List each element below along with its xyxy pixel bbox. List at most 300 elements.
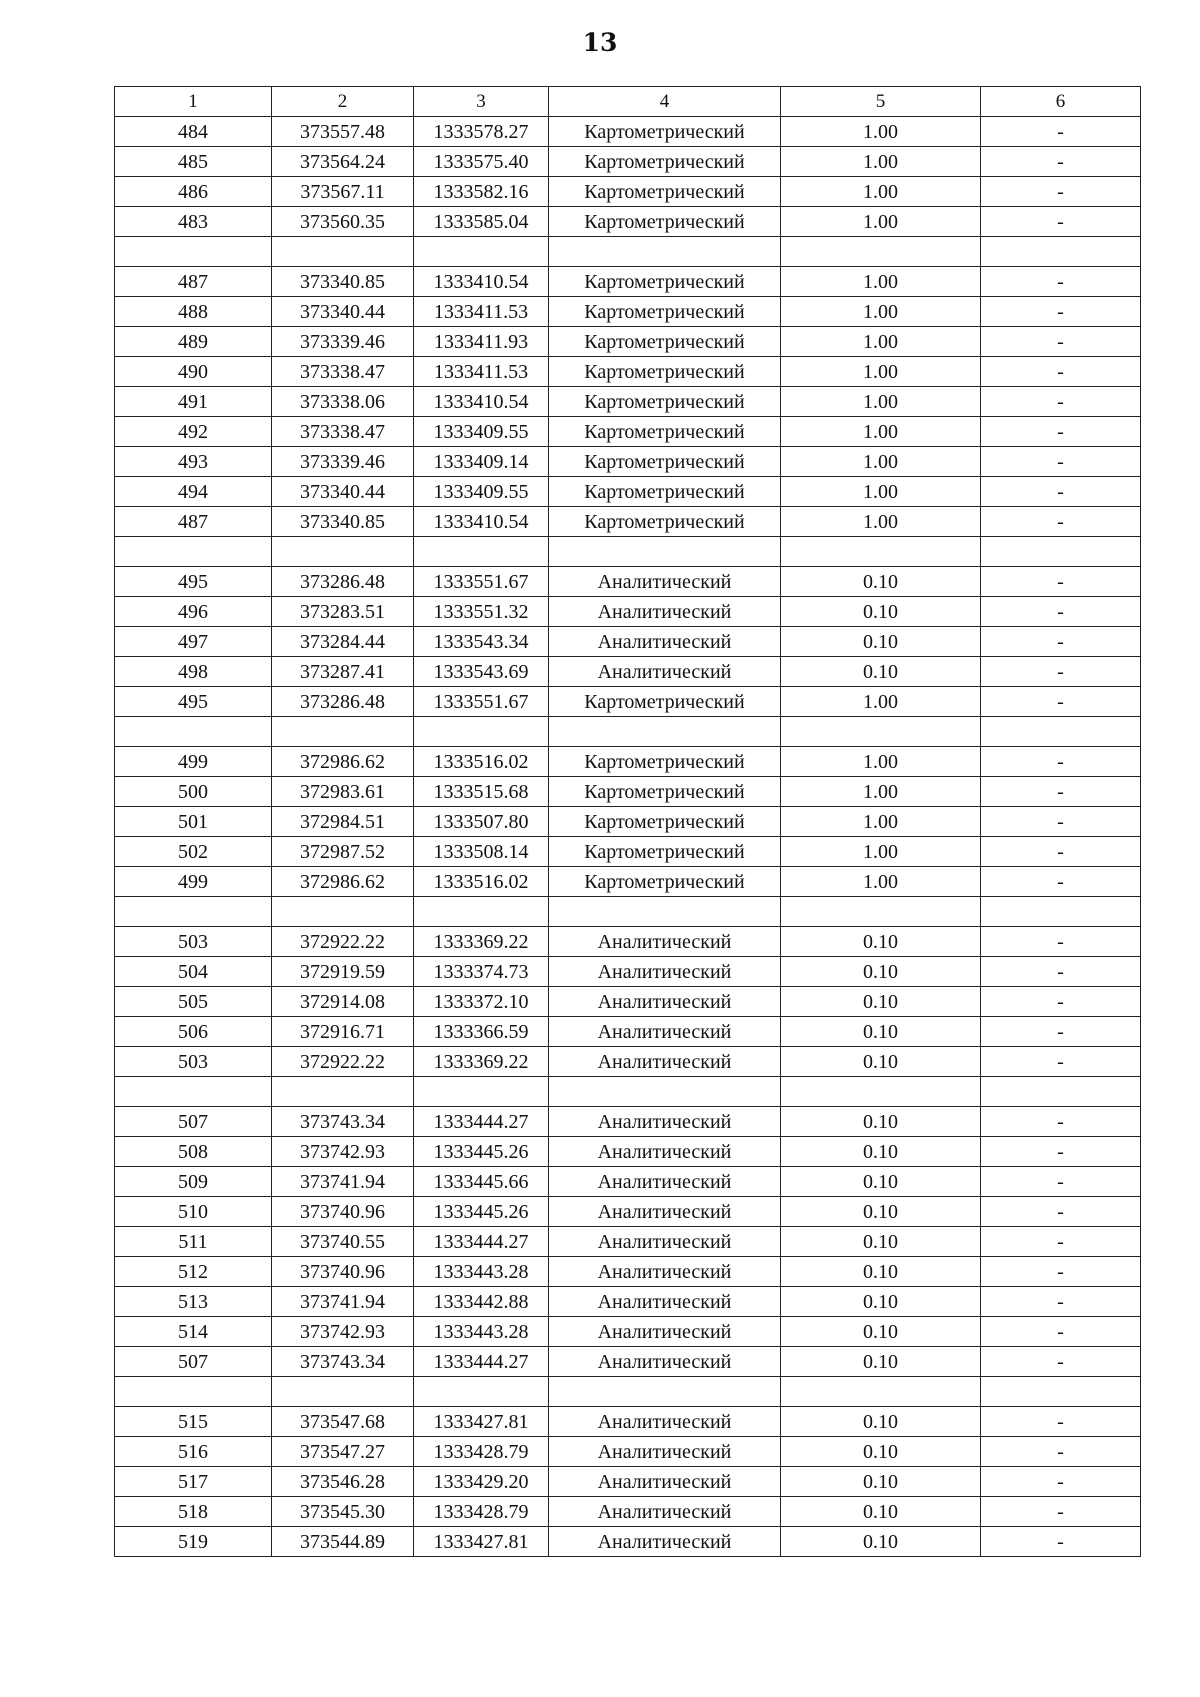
table-cell [115, 1377, 272, 1407]
table-cell: 373742.93 [272, 1137, 414, 1167]
table-cell: 1.00 [781, 267, 981, 297]
table-cell: 512 [115, 1257, 272, 1287]
table-cell: - [981, 567, 1141, 597]
table-cell: 0.10 [781, 1317, 981, 1347]
table-cell: - [981, 1107, 1141, 1137]
table-cell: - [981, 597, 1141, 627]
table-row [115, 117, 1141, 147]
table-cell: 494 [115, 477, 272, 507]
table-cell: - [981, 387, 1141, 417]
table-cell: 373547.68 [272, 1407, 414, 1437]
table-cell: Картометрический [549, 747, 781, 777]
table-cell [981, 717, 1141, 747]
table-cell: - [981, 1287, 1141, 1317]
table-cell: 1333369.22 [414, 927, 549, 957]
table-cell: 507 [115, 1347, 272, 1377]
table-row [115, 1317, 1141, 1347]
table-row [115, 777, 1141, 807]
table-cell: 1333409.55 [414, 417, 549, 447]
table-cell [981, 1377, 1141, 1407]
table-cell: 0.10 [781, 957, 981, 987]
table-cell: - [981, 957, 1141, 987]
table-cell [272, 897, 414, 927]
table-cell: 373545.30 [272, 1497, 414, 1527]
table-cell: 373339.46 [272, 327, 414, 357]
table-cell: 516 [115, 1437, 272, 1467]
table-row [115, 357, 1141, 387]
table-cell: - [981, 1257, 1141, 1287]
table-cell [414, 537, 549, 567]
table-cell: 0.10 [781, 1017, 981, 1047]
table-cell: 491 [115, 387, 272, 417]
table-cell: 373740.55 [272, 1227, 414, 1257]
table-cell: 1333575.40 [414, 147, 549, 177]
table-cell: - [981, 867, 1141, 897]
table-cell: 1333372.10 [414, 987, 549, 1017]
table-cell: 1.00 [781, 507, 981, 537]
table-cell: 373544.89 [272, 1527, 414, 1557]
table-cell: 484 [115, 117, 272, 147]
table-row [115, 387, 1141, 417]
table-cell: 1333508.14 [414, 837, 549, 867]
column-header: 2 [272, 87, 414, 117]
table-cell: 1333410.54 [414, 267, 549, 297]
table-cell: Аналитический [549, 957, 781, 987]
table-cell: Картометрический [549, 177, 781, 207]
table-cell: 495 [115, 567, 272, 597]
table-cell: 1333444.27 [414, 1227, 549, 1257]
table-cell: 0.10 [781, 1257, 981, 1287]
table-cell [414, 717, 549, 747]
table-cell: 372922.22 [272, 1047, 414, 1077]
column-header: 5 [781, 87, 981, 117]
table-cell: - [981, 1437, 1141, 1467]
table-cell: 373338.06 [272, 387, 414, 417]
table-cell: Картометрический [549, 477, 781, 507]
table-row [115, 747, 1141, 777]
table-cell: 373338.47 [272, 417, 414, 447]
table-cell: 503 [115, 1047, 272, 1077]
table-cell: - [981, 927, 1141, 957]
table-cell: 1333409.55 [414, 477, 549, 507]
table-cell: - [981, 1467, 1141, 1497]
table-cell: 1333411.93 [414, 327, 549, 357]
table-body [115, 117, 1141, 1557]
table-cell: - [981, 627, 1141, 657]
table-cell: 487 [115, 267, 272, 297]
table-cell: 1.00 [781, 747, 981, 777]
table-cell: 509 [115, 1167, 272, 1197]
table-cell: Картометрический [549, 687, 781, 717]
table-cell: 1.00 [781, 867, 981, 897]
table-cell: 498 [115, 657, 272, 687]
table-cell: 1.00 [781, 807, 981, 837]
table-row [115, 837, 1141, 867]
table-cell: 372916.71 [272, 1017, 414, 1047]
table-cell: 373338.47 [272, 357, 414, 387]
table-cell: 502 [115, 837, 272, 867]
table-header [115, 87, 1141, 117]
table-row [115, 267, 1141, 297]
table-cell: - [981, 207, 1141, 237]
table-cell: 0.10 [781, 657, 981, 687]
table-row [115, 867, 1141, 897]
table-row [115, 897, 1141, 927]
table-cell: 0.10 [781, 567, 981, 597]
table-cell: - [981, 777, 1141, 807]
table-cell: - [981, 657, 1141, 687]
table-cell: Картометрический [549, 447, 781, 477]
table-cell: 500 [115, 777, 272, 807]
table-row [115, 507, 1141, 537]
table-cell: - [981, 147, 1141, 177]
table-cell: 510 [115, 1197, 272, 1227]
table-cell [549, 237, 781, 267]
table-cell: 508 [115, 1137, 272, 1167]
table-cell: 0.10 [781, 1287, 981, 1317]
table-cell: 501 [115, 807, 272, 837]
table-cell: Аналитический [549, 1137, 781, 1167]
table-cell: 1333515.68 [414, 777, 549, 807]
table-cell: Картометрический [549, 417, 781, 447]
table-cell: 1333516.02 [414, 867, 549, 897]
table-row [115, 1467, 1141, 1497]
table-cell [981, 537, 1141, 567]
table-cell: - [981, 507, 1141, 537]
table-cell: 1.00 [781, 357, 981, 387]
table-cell: 372922.22 [272, 927, 414, 957]
table-cell: - [981, 807, 1141, 837]
table-cell: 1333516.02 [414, 747, 549, 777]
table-cell: 1333445.66 [414, 1167, 549, 1197]
table-cell: Аналитический [549, 1287, 781, 1317]
table-cell: 372984.51 [272, 807, 414, 837]
table-cell: 0.10 [781, 1497, 981, 1527]
table-row [115, 957, 1141, 987]
table-cell: 1333442.88 [414, 1287, 549, 1317]
table-cell: 1333444.27 [414, 1107, 549, 1137]
table-row [115, 237, 1141, 267]
table-cell [115, 897, 272, 927]
table-cell: 0.10 [781, 987, 981, 1017]
table-cell: 1333411.53 [414, 357, 549, 387]
table-row [115, 447, 1141, 477]
table-cell: 0.10 [781, 1467, 981, 1497]
table-cell: 489 [115, 327, 272, 357]
table-cell: 1.00 [781, 777, 981, 807]
table-cell: 373287.41 [272, 657, 414, 687]
table-cell: 373340.85 [272, 267, 414, 297]
table-cell: Аналитический [549, 987, 781, 1017]
table-cell: - [981, 747, 1141, 777]
table-cell [115, 237, 272, 267]
table-cell [272, 1377, 414, 1407]
table-row [115, 1227, 1141, 1257]
table-row [115, 1107, 1141, 1137]
table-cell: Аналитический [549, 597, 781, 627]
page-number: 13 [582, 28, 618, 57]
table-cell [549, 897, 781, 927]
table-cell: 1.00 [781, 447, 981, 477]
table-cell: Аналитический [549, 1527, 781, 1557]
table-cell [115, 1077, 272, 1107]
table-row [115, 657, 1141, 687]
table-cell: 1333578.27 [414, 117, 549, 147]
table-cell [414, 897, 549, 927]
table-cell: 372914.08 [272, 987, 414, 1017]
table-cell: 499 [115, 747, 272, 777]
table-cell: 373740.96 [272, 1257, 414, 1287]
table-cell: 0.10 [781, 1047, 981, 1077]
table-cell: - [981, 1047, 1141, 1077]
table-cell: - [981, 417, 1141, 447]
table-cell: 372986.62 [272, 867, 414, 897]
table-cell: 506 [115, 1017, 272, 1047]
table-cell: 503 [115, 927, 272, 957]
table-cell: 1333374.73 [414, 957, 549, 987]
table-cell: 373557.48 [272, 117, 414, 147]
table-cell: 511 [115, 1227, 272, 1257]
table-cell: Аналитический [549, 1257, 781, 1287]
table-cell: Аналитический [549, 1017, 781, 1047]
table-cell: Аналитический [549, 927, 781, 957]
table-cell: Картометрический [549, 357, 781, 387]
table-cell: 1333507.80 [414, 807, 549, 837]
table-cell: - [981, 1497, 1141, 1527]
table-cell [781, 897, 981, 927]
table-cell: Аналитический [549, 1227, 781, 1257]
table-cell: Аналитический [549, 1107, 781, 1137]
table-cell: 1.00 [781, 177, 981, 207]
table-cell: 518 [115, 1497, 272, 1527]
table-cell: 0.10 [781, 1347, 981, 1377]
table-cell: Картометрический [549, 507, 781, 537]
table-row [115, 1167, 1141, 1197]
table-cell: 1333429.20 [414, 1467, 549, 1497]
table-cell [549, 1377, 781, 1407]
table-cell [272, 537, 414, 567]
table-cell: 1333551.67 [414, 567, 549, 597]
table-cell: - [981, 1227, 1141, 1257]
table-cell: 515 [115, 1407, 272, 1437]
table-cell [549, 537, 781, 567]
table-cell: 1333445.26 [414, 1197, 549, 1227]
table-row [115, 297, 1141, 327]
table-row [115, 537, 1141, 567]
table-cell: - [981, 447, 1141, 477]
table-cell: 1333366.59 [414, 1017, 549, 1047]
table-cell: 1.00 [781, 477, 981, 507]
table-cell: 499 [115, 867, 272, 897]
table-cell: 373286.48 [272, 687, 414, 717]
table-cell: Аналитический [549, 567, 781, 597]
table-cell: 505 [115, 987, 272, 1017]
table-cell: 373340.44 [272, 477, 414, 507]
header-row [115, 87, 1141, 117]
table-cell: 1.00 [781, 207, 981, 237]
table-row [115, 1347, 1141, 1377]
table-cell [781, 537, 981, 567]
table-cell: 1.00 [781, 417, 981, 447]
table-row [115, 207, 1141, 237]
table-cell: 0.10 [781, 1437, 981, 1467]
table-cell: 0.10 [781, 1107, 981, 1137]
table-row [115, 567, 1141, 597]
table-cell: 0.10 [781, 627, 981, 657]
table-cell: - [981, 1017, 1141, 1047]
table-cell: - [981, 1197, 1141, 1227]
column-header: 1 [115, 87, 272, 117]
table-cell: 1333443.28 [414, 1257, 549, 1287]
table-cell: 373283.51 [272, 597, 414, 627]
table-cell [549, 1077, 781, 1107]
table-cell: 1.00 [781, 147, 981, 177]
table-cell [981, 1077, 1141, 1107]
table-row [115, 1377, 1141, 1407]
table-cell: - [981, 267, 1141, 297]
table-cell: 0.10 [781, 1407, 981, 1437]
table-cell: 1.00 [781, 117, 981, 147]
table-cell: Аналитический [549, 1467, 781, 1497]
table-cell: 496 [115, 597, 272, 627]
table-cell: Картометрический [549, 807, 781, 837]
table-cell: - [981, 1527, 1141, 1557]
table-cell [781, 717, 981, 747]
coordinates-table [114, 86, 1141, 1557]
table-row [115, 1407, 1141, 1437]
table-cell: 1333427.81 [414, 1527, 549, 1557]
table-cell: 1.00 [781, 327, 981, 357]
table-cell: 486 [115, 177, 272, 207]
table-row [115, 717, 1141, 747]
table-cell: Картометрический [549, 207, 781, 237]
table-cell: Аналитический [549, 1347, 781, 1377]
table-cell: 1.00 [781, 837, 981, 867]
table-cell [981, 237, 1141, 267]
table-cell: - [981, 297, 1141, 327]
table-cell: - [981, 117, 1141, 147]
table-cell: Картометрический [549, 867, 781, 897]
table-cell: 1333444.27 [414, 1347, 549, 1377]
column-header: 3 [414, 87, 549, 117]
table-cell: 0.10 [781, 1167, 981, 1197]
table-cell: 373743.34 [272, 1107, 414, 1137]
table-cell: 373743.34 [272, 1347, 414, 1377]
table-cell: 373547.27 [272, 1437, 414, 1467]
table-row [115, 1077, 1141, 1107]
table-cell: Картометрический [549, 147, 781, 177]
table-row [115, 1047, 1141, 1077]
table-cell: 373340.44 [272, 297, 414, 327]
table-cell: 1333543.34 [414, 627, 549, 657]
table-cell: 1333427.81 [414, 1407, 549, 1437]
table-cell: - [981, 687, 1141, 717]
table-cell: 517 [115, 1467, 272, 1497]
table-cell: 0.10 [781, 1197, 981, 1227]
table-cell: 1333369.22 [414, 1047, 549, 1077]
table-cell: 373741.94 [272, 1287, 414, 1317]
table-cell: 372987.52 [272, 837, 414, 867]
table-cell: 373546.28 [272, 1467, 414, 1497]
table-cell: Картометрический [549, 327, 781, 357]
table-cell: - [981, 837, 1141, 867]
table-cell: 1.00 [781, 387, 981, 417]
table-row [115, 927, 1141, 957]
table-cell [115, 717, 272, 747]
table-row [115, 1437, 1141, 1467]
table-cell: 1333410.54 [414, 387, 549, 417]
table-cell: 1333551.67 [414, 687, 549, 717]
table-cell: - [981, 1347, 1141, 1377]
table-cell: 1333585.04 [414, 207, 549, 237]
table-cell: 1.00 [781, 687, 981, 717]
table-cell: 1333410.54 [414, 507, 549, 537]
table-row [115, 687, 1141, 717]
table-cell: 0.10 [781, 1227, 981, 1257]
table-row [115, 1257, 1141, 1287]
table-cell: Картометрический [549, 267, 781, 297]
table-cell: Картометрический [549, 297, 781, 327]
table-cell: 373286.48 [272, 567, 414, 597]
table-row [115, 807, 1141, 837]
table-cell [272, 717, 414, 747]
table-cell: - [981, 1167, 1141, 1197]
table-cell: 373340.85 [272, 507, 414, 537]
table-cell: Аналитический [549, 1317, 781, 1347]
table-cell: Аналитический [549, 1047, 781, 1077]
table-cell: 1333428.79 [414, 1497, 549, 1527]
table-row [115, 1497, 1141, 1527]
table-row [115, 627, 1141, 657]
table-cell: 485 [115, 147, 272, 177]
table-row [115, 987, 1141, 1017]
table-cell: 0.10 [781, 927, 981, 957]
table-cell: 492 [115, 417, 272, 447]
table-cell: Картометрический [549, 387, 781, 417]
table-cell: Аналитический [549, 1437, 781, 1467]
table-cell: Картометрический [549, 777, 781, 807]
table-cell: - [981, 1407, 1141, 1437]
table-row [115, 177, 1141, 207]
table-cell: 1333409.14 [414, 447, 549, 477]
table-cell [414, 1377, 549, 1407]
table-cell: - [981, 1317, 1141, 1347]
table-cell: 504 [115, 957, 272, 987]
table-cell [981, 897, 1141, 927]
table-cell: 493 [115, 447, 272, 477]
table-cell: 1333411.53 [414, 297, 549, 327]
table-cell: 1333551.32 [414, 597, 549, 627]
table-row [115, 147, 1141, 177]
table-cell: 373740.96 [272, 1197, 414, 1227]
table-cell: - [981, 477, 1141, 507]
table-cell: 1.00 [781, 297, 981, 327]
table-cell: 373339.46 [272, 447, 414, 477]
table-cell: Аналитический [549, 657, 781, 687]
table-cell: Аналитический [549, 627, 781, 657]
table-cell: 0.10 [781, 597, 981, 627]
table-cell: 373560.35 [272, 207, 414, 237]
table-cell: 1333582.16 [414, 177, 549, 207]
table-cell: 1333443.28 [414, 1317, 549, 1347]
table-cell: 514 [115, 1317, 272, 1347]
table-cell: 373741.94 [272, 1167, 414, 1197]
table-cell [272, 237, 414, 267]
table-row [115, 327, 1141, 357]
table-cell: 495 [115, 687, 272, 717]
table-cell: 490 [115, 357, 272, 387]
table-row [115, 597, 1141, 627]
